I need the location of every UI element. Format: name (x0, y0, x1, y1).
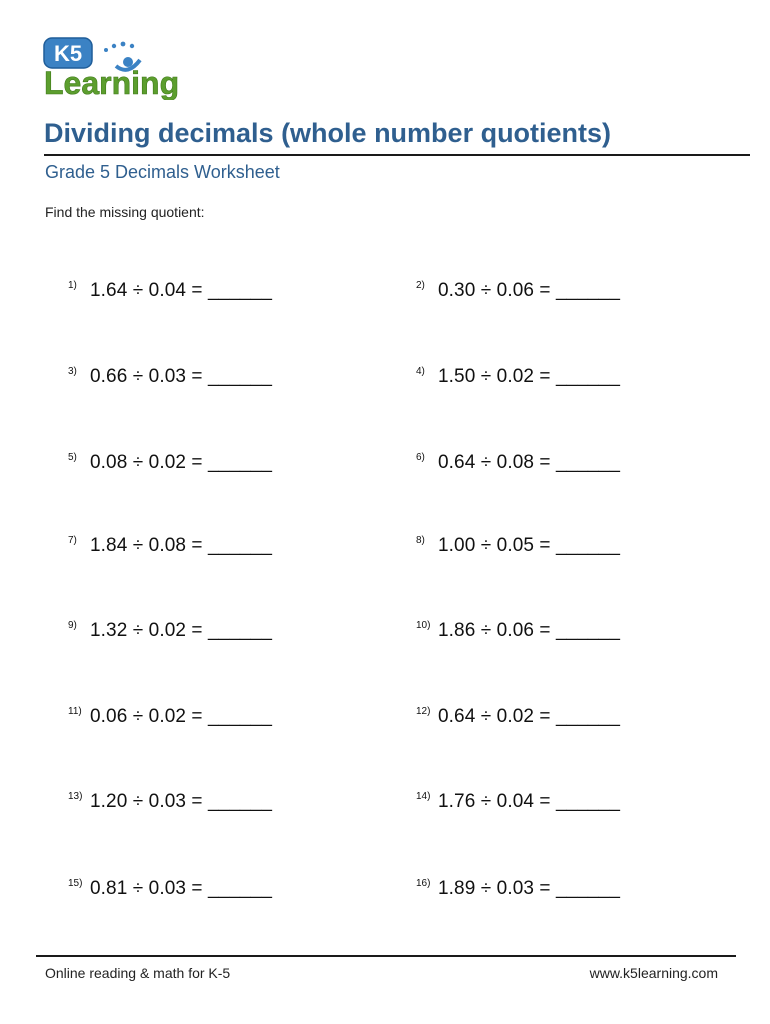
problem-number: 13) (68, 791, 83, 802)
problem-number: 11) (68, 706, 82, 717)
footer-tagline: Online reading & math for K-5 (45, 965, 231, 981)
problem-number: 15) (68, 878, 83, 889)
problem-number: 5) (68, 452, 77, 463)
problem-number: 4) (416, 366, 425, 377)
problem-equation: 1.76 ÷ 0.04 = ______ (438, 791, 620, 812)
problem-number: 12) (416, 706, 431, 717)
footer-website-link[interactable]: www.k5learning.com (589, 965, 718, 981)
problem-equation: 1.32 ÷ 0.02 = ______ (90, 620, 272, 641)
problem-number: 7) (68, 535, 77, 546)
k5-learning-logo (42, 36, 182, 100)
problem-equation: 1.64 ÷ 0.04 = ______ (90, 280, 272, 301)
problem-equation: 0.81 ÷ 0.03 = ______ (90, 878, 272, 899)
problem-number: 2) (416, 280, 425, 291)
svg-text:K5: K5 (53, 41, 83, 66)
page-title: Dividing decimals (whole number quotients) (44, 118, 612, 148)
problem-equation: 1.84 ÷ 0.08 = ______ (90, 535, 272, 556)
problem-equation: 0.08 ÷ 0.02 = ______ (90, 452, 272, 473)
title-divider (44, 154, 750, 156)
problem-equation: 1.86 ÷ 0.06 = ______ (438, 620, 620, 641)
worksheet-subtitle: Grade 5 Decimals Worksheet (45, 162, 280, 182)
problem-number: 10) (416, 620, 431, 631)
problem-equation: 0.66 ÷ 0.03 = ______ (90, 366, 272, 387)
problem-number: 14) (416, 791, 431, 802)
instructions: Find the missing quotient: (45, 204, 205, 220)
problem-equation: 1.20 ÷ 0.03 = ______ (90, 791, 272, 812)
problem-equation: 0.30 ÷ 0.06 = ______ (438, 280, 620, 301)
problem-number: 1) (68, 280, 77, 291)
footer-divider (36, 955, 736, 957)
problem-number: 9) (68, 620, 77, 631)
problem-number: 3) (68, 366, 77, 377)
problem-equation: 0.64 ÷ 0.02 = ______ (438, 706, 620, 727)
problem-number: 6) (416, 452, 425, 463)
problem-equation: 1.00 ÷ 0.05 = ______ (438, 535, 620, 556)
problem-equation: 0.06 ÷ 0.02 = ______ (90, 706, 272, 727)
problem-equation: 1.89 ÷ 0.03 = ______ (438, 878, 620, 899)
problem-number: 8) (416, 535, 425, 546)
svg-text:Learning: Learning (44, 65, 180, 100)
problem-number: 16) (416, 878, 431, 889)
problem-equation: 1.50 ÷ 0.02 = ______ (438, 366, 620, 387)
problem-equation: 0.64 ÷ 0.08 = ______ (438, 452, 620, 473)
